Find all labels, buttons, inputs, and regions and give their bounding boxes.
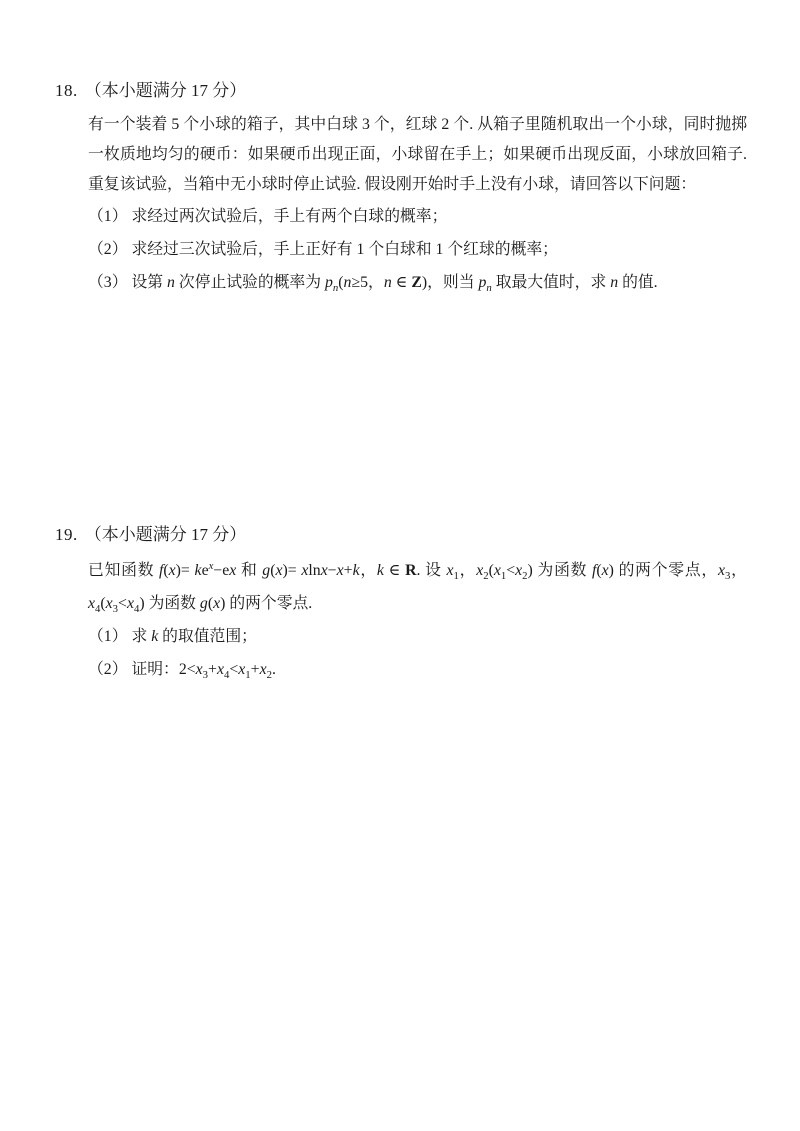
text-segment: x: [515, 562, 523, 579]
text-segment: 已知函数: [88, 562, 159, 579]
text-segment: p: [324, 274, 333, 291]
text-segment: ，: [730, 562, 747, 579]
text-segment: x: [320, 562, 328, 579]
text-segment: （1） 求经过两次试验后，手上有两个白球的概率；: [88, 208, 448, 225]
text-segment: (: [207, 595, 214, 612]
text-segment: ) 为函数: [139, 595, 200, 612]
body-line: [88, 140, 747, 170]
text-segment: 次停止试验的概率为: [174, 274, 325, 291]
text-segment: 有一个装着 5 个小球的箱子，其中白球 3 个，红球 2 个. 从箱子里随机取出一个小球，同时抛掷: [88, 116, 747, 133]
text-segment: ≥5，: [351, 274, 384, 291]
text-segment: f: [158, 562, 164, 579]
text-segment: <: [118, 595, 127, 612]
text-segment: )=: [175, 562, 195, 579]
text-segment: x: [476, 562, 484, 579]
text-segment: 1: [453, 569, 459, 582]
text-segment: 2: [266, 668, 272, 681]
text-segment: (: [338, 274, 344, 291]
question-title: （本小题满分 17 分）: [84, 81, 247, 100]
text-segment: x: [446, 562, 454, 579]
text-segment: ) 为函数: [527, 562, 592, 579]
text-segment: ) 的两个零点，: [608, 562, 718, 579]
text-segment: 取最大值时，求: [491, 274, 611, 291]
text-segment: Z: [411, 274, 422, 291]
question-18: [0, 76, 800, 299]
text-segment: 3: [202, 668, 209, 681]
text-segment: ，: [359, 562, 377, 579]
text-segment: k: [151, 628, 159, 645]
text-segment: e: [201, 562, 209, 579]
text-segment: . 设: [416, 562, 447, 579]
text-segment: k: [376, 562, 384, 579]
question-19-subquestions: [0, 620, 800, 686]
sub-question-2: [88, 653, 800, 686]
text-segment: 的取值范围；: [158, 628, 257, 645]
text-segment: f: [591, 562, 597, 579]
text-segment: n: [486, 281, 492, 294]
text-segment: −e: [213, 562, 230, 579]
text-segment: 和: [236, 562, 263, 579]
body-line: [88, 110, 747, 140]
text-segment: n: [332, 281, 339, 294]
text-segment: +: [208, 661, 217, 678]
text-segment: )，则当: [421, 274, 479, 291]
text-segment: （1） 求: [88, 628, 152, 645]
text-segment: 1: [245, 668, 251, 681]
question-19-body: [0, 554, 800, 620]
text-segment: (: [596, 562, 602, 579]
text-segment: 2: [522, 569, 528, 582]
text-segment: x: [601, 562, 609, 579]
text-segment: −: [327, 562, 337, 579]
text-segment: 1: [500, 569, 507, 582]
text-segment: x: [493, 562, 501, 579]
text-segment: x: [126, 595, 134, 612]
body-line: [88, 170, 800, 200]
text-segment: x: [208, 560, 214, 573]
text-segment: g: [262, 562, 271, 579]
text-segment: x: [336, 562, 344, 579]
text-segment: n: [610, 274, 619, 291]
text-segment: x: [301, 562, 309, 579]
text-segment: (: [100, 595, 106, 612]
text-segment: x: [195, 661, 203, 678]
sub-question-1: [88, 620, 800, 653]
text-segment: <: [506, 562, 516, 579]
text-segment: x: [216, 661, 224, 678]
question-18-body: [0, 110, 800, 200]
text-segment: （3） 设第: [88, 274, 167, 291]
text-segment: +: [343, 562, 353, 579]
question-title: （本小题满分 17 分）: [84, 525, 247, 544]
text-segment: 4: [95, 602, 101, 615]
text-segment: （2） 求经过三次试验后，手上正好有 1 个白球和 1 个红球的概率；: [88, 241, 558, 258]
text-segment: ∈: [391, 274, 412, 291]
text-segment: x: [105, 595, 113, 612]
text-segment: .: [271, 661, 276, 678]
text-segment: 3: [725, 569, 731, 582]
text-segment: 重复该试验，当箱中无小球时停止试验. 假设刚开始时手上没有小球，请回答以下问题：: [88, 176, 697, 193]
text-segment: x: [168, 562, 176, 579]
question-19-header: [0, 520, 800, 550]
text-segment: x: [213, 595, 221, 612]
text-segment: g: [199, 595, 208, 612]
sub-question-2: [88, 233, 800, 266]
text-segment: n: [343, 274, 352, 291]
text-segment: +: [250, 661, 260, 678]
text-segment: 4: [133, 602, 140, 615]
text-segment: 4: [223, 668, 230, 681]
sub-question-3: [88, 266, 800, 299]
text-segment: (: [163, 562, 169, 579]
text-segment: k: [194, 562, 202, 579]
text-segment: ，: [458, 562, 477, 579]
text-segment: R: [405, 562, 417, 579]
text-segment: 3: [112, 602, 119, 615]
text-segment: (: [270, 562, 276, 579]
question-19: [0, 520, 800, 686]
text-segment: <: [229, 661, 239, 678]
text-segment: 2: [483, 569, 489, 582]
text-segment: x: [229, 562, 237, 579]
text-segment: x: [275, 562, 283, 579]
text-segment: x: [718, 562, 726, 579]
question-number: 19.: [55, 525, 78, 544]
text-segment: (: [488, 562, 494, 579]
text-segment: 一枚质地均匀的硬币：如果硬币出现正面，小球留在手上；如果硬币出现反面，小球放回箱子.: [88, 146, 747, 163]
text-segment: n: [167, 274, 175, 291]
text-segment: x: [88, 595, 96, 612]
text-segment: p: [478, 274, 487, 291]
text-segment: ln: [308, 562, 321, 579]
text-segment: ∈: [383, 562, 406, 579]
body-line: [88, 554, 747, 587]
question-18-subquestions: [0, 200, 800, 299]
text-segment: )=: [282, 562, 302, 579]
sub-question-1: [88, 200, 800, 233]
question-number: 18.: [55, 81, 78, 100]
text-segment: 的值.: [618, 274, 658, 291]
question-18-header: [0, 76, 800, 106]
text-segment: n: [383, 274, 392, 291]
text-segment: x: [238, 661, 246, 678]
text-segment: （2） 证明：2<: [88, 661, 196, 678]
text-segment: ) 的两个零点.: [220, 595, 313, 612]
body-line: [88, 587, 800, 620]
text-segment: x: [259, 661, 267, 678]
text-segment: k: [352, 562, 360, 579]
